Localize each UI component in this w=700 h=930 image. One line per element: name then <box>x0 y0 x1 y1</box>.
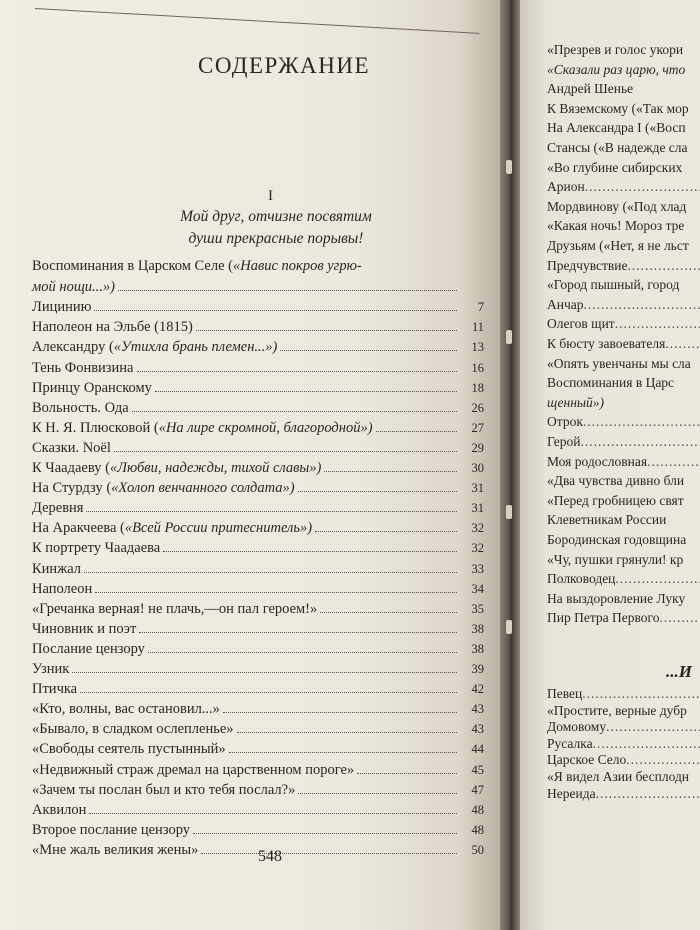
toc-entry-title: Вольность. Ода <box>32 399 129 416</box>
toc-entry: Полководец ..... <box>547 571 700 589</box>
toc-entry <box>32 620 484 640</box>
toc-entry <box>32 298 484 318</box>
toc-entry-title: Чиновник и поэт <box>32 620 137 637</box>
toc-entry-title: Птичка <box>32 681 78 698</box>
page-heading: СОДЕРЖАНИЕ <box>198 53 371 78</box>
toc-entry: «Опять увенчаны мы сла <box>547 355 691 371</box>
toc-entry: Клеветникам России <box>547 512 667 528</box>
toc-entry-page: 38 <box>471 621 484 636</box>
dot-leader <box>315 519 457 532</box>
dot-leader <box>229 740 457 753</box>
epigraph-line-1: Мой друг, отчизне посвятим <box>180 208 372 225</box>
toc-entry <box>32 680 484 700</box>
toc-entry <box>32 640 484 660</box>
toc-entry-page: 32 <box>471 521 484 536</box>
toc-entry <box>32 539 484 559</box>
toc-entry-page: 34 <box>471 581 484 596</box>
toc-entry: Пир Петра Первого ..... <box>547 610 700 628</box>
toc-entry-page: 44 <box>471 742 484 757</box>
toc-entry-title: К портрету Чаадаева <box>32 540 161 557</box>
toc-entry <box>32 439 484 459</box>
binding-stitch <box>506 620 512 634</box>
toc-entry-page: 26 <box>471 400 484 415</box>
toc-entry: На выздоровление Луку <box>547 590 686 606</box>
toc-entry-page: 43 <box>471 702 484 717</box>
dot-leader <box>95 580 457 593</box>
toc-entry-title: Второе послание цензору <box>32 821 191 838</box>
toc-entry-page: 7 <box>477 300 484 315</box>
dot-leader <box>118 278 457 291</box>
toc-entry: Нереида ..... <box>547 786 700 804</box>
toc-entry: щенный») <box>547 394 605 410</box>
dot-leader <box>193 821 457 834</box>
dot-leader <box>72 660 457 673</box>
dot-leader <box>223 700 457 713</box>
toc-entry <box>32 258 484 278</box>
toc-entry <box>32 359 484 379</box>
dot-leader <box>148 640 457 653</box>
toc-entry: Отрок ..... <box>547 414 700 432</box>
dot-leader <box>324 459 457 472</box>
toc-entry <box>32 278 484 298</box>
toc-entry-title: «Мне жаль великия жены» <box>32 841 199 858</box>
toc-entry-page: 30 <box>471 461 484 475</box>
toc-entry: Домовому ..... <box>547 719 700 737</box>
toc-entry: Анчар ..... <box>547 297 700 315</box>
toc-entry: Русалка ..... <box>547 736 700 754</box>
dot-leader <box>132 399 457 412</box>
dot-leader <box>137 359 458 372</box>
toc-entry-page: 39 <box>471 662 484 676</box>
toc-entry-page: 29 <box>471 440 484 455</box>
dot-leader <box>376 419 457 432</box>
toc-entry <box>32 479 484 499</box>
toc-entry-page: 48 <box>471 802 484 817</box>
toc-entry <box>32 318 484 338</box>
dot-leader <box>196 318 457 331</box>
toc-entry: Стансы («В надежде сла <box>547 140 688 155</box>
dot-leader <box>139 620 457 633</box>
toc-entry: К Вяземскому («Так мор <box>547 100 689 116</box>
right-page <box>520 0 700 930</box>
section-number: I <box>268 188 273 204</box>
toc-entry-page: 13 <box>471 340 484 355</box>
toc-entry: «Чу, пушки грянули! кр <box>547 551 684 567</box>
toc-entry-title: К Н. Я. Плюсковой («На лире скромной, благородной») <box>32 419 373 436</box>
toc-entry <box>32 821 484 841</box>
toc-entry-page: 35 <box>471 601 484 616</box>
toc-entry-title: К Чаадаеву («Любви, надежды, тихой славы») <box>32 460 322 476</box>
toc-entry <box>32 519 484 539</box>
toc-entry-title: Наполеон <box>32 580 93 597</box>
toc-entry: «Сказали раз царю, что <box>547 61 686 77</box>
toc-entry <box>32 459 484 479</box>
toc-entry: «Какая ночь! Мороз тре <box>547 218 685 234</box>
toc-entry <box>32 560 484 580</box>
toc-entry-title: Тень Фонвизина <box>32 359 134 376</box>
toc-entry <box>32 338 484 358</box>
dot-leader <box>86 499 457 512</box>
toc-entry-page: 33 <box>471 561 484 576</box>
toc-entry-page: 16 <box>471 360 484 375</box>
page-number: 548 <box>258 848 282 865</box>
book-gutter <box>500 0 520 930</box>
dot-leader <box>298 479 457 492</box>
epigraph-line-2: души прекрасные порывы! <box>188 230 364 247</box>
toc-entry: «Презрев и голос укори <box>547 42 684 57</box>
dot-leader <box>237 720 457 733</box>
toc-entry: К бюсту завоевателя ..... <box>547 336 700 354</box>
toc-entry-page: 38 <box>471 641 484 656</box>
toc-entry: Бородинская годовщина <box>547 532 687 547</box>
toc-entry: На Александра I («Восп <box>547 120 686 136</box>
toc-entry-title: Аквилон <box>32 801 87 818</box>
toc-entry-title: «Свободы сеятель пустынный» <box>32 741 226 758</box>
right-section-heading: ...И <box>666 662 692 681</box>
toc-entry-title: Александру («Утихла брань племен...») <box>32 339 278 356</box>
toc-entry <box>32 580 484 600</box>
dot-leader <box>298 781 457 794</box>
toc-entry <box>32 700 484 720</box>
toc-entry: Мордвинову («Под хлад <box>547 198 687 214</box>
toc-entry: «Во глубине сибирских <box>547 159 683 175</box>
toc-entry <box>32 720 484 740</box>
toc-entry-page: 27 <box>471 420 484 435</box>
dot-leader <box>84 560 457 573</box>
toc-entry: Герой ..... <box>547 434 700 452</box>
toc-entry-title: Воспоминания в Царском Селе («Навис покров угрю- <box>32 258 362 274</box>
toc-entry-page: 50 <box>471 842 484 857</box>
dot-leader <box>155 379 457 392</box>
binding-stitch <box>506 505 512 519</box>
dot-leader <box>94 298 457 311</box>
toc-entry-page: 31 <box>471 501 484 516</box>
toc-entry-title: На Аракчеева («Всей России притеснитель») <box>32 520 313 537</box>
toc-entry-title: Послание цензору <box>32 640 145 657</box>
toc-entry: «Простите, верные дубр <box>547 702 687 718</box>
toc-entry-title: Узник <box>32 661 70 677</box>
toc-entry-title: Принцу Оранскому <box>32 379 152 396</box>
toc-entry: «Город пышный, город <box>547 277 680 293</box>
toc-entry: Друзьям («Нет, я не льст <box>547 238 689 253</box>
dot-leader <box>114 439 457 452</box>
toc-entry-title: «Недвижный страж дремал на царственном пороге» <box>32 761 355 778</box>
dot-leader <box>163 539 457 552</box>
toc-entry <box>32 379 484 399</box>
toc-entry-page: 43 <box>471 722 484 737</box>
toc-entry <box>32 600 484 620</box>
toc-entry: Моя родословная ..... <box>547 454 700 472</box>
dot-leader <box>201 841 457 854</box>
toc-entry-page: 18 <box>471 380 484 395</box>
toc-entry-page: 42 <box>471 682 484 697</box>
toc-entry <box>32 419 484 439</box>
toc-entry-page: 47 <box>471 782 484 797</box>
toc-entry-title: мой нощи...») <box>32 279 115 296</box>
toc-entry <box>32 761 484 781</box>
toc-entry: «Перед гробницею свят <box>547 492 684 508</box>
toc-entry-page: 11 <box>471 320 484 335</box>
toc-entry-page: 45 <box>471 762 484 777</box>
toc-entry <box>32 781 484 801</box>
toc-entry-title: На Стурдзу («Холоп венчанного солдата») <box>32 480 295 497</box>
toc-entry: «Я видел Азии бесплодн <box>547 769 690 784</box>
toc-entry: Арион ..... <box>547 179 700 197</box>
toc-entry-page: 32 <box>471 541 484 556</box>
dot-leader <box>320 600 457 613</box>
toc-entry-page: 31 <box>471 481 484 496</box>
dot-leader <box>357 761 457 774</box>
toc-entry-title: «Зачем ты послан был и кто тебя послал?» <box>32 781 296 798</box>
toc-entry-title: Лицинию <box>32 299 92 316</box>
toc-entry-page: 48 <box>471 822 484 837</box>
binding-stitch <box>506 160 512 174</box>
toc-entry <box>32 660 484 680</box>
dot-leader <box>80 680 457 693</box>
toc-entry <box>32 399 484 419</box>
toc-entry: Царское Село ..... <box>547 752 700 770</box>
toc-entry: Предчувствие ..... <box>547 258 700 276</box>
toc-entry: Андрей Шенье <box>547 81 634 97</box>
toc-entry <box>32 499 484 519</box>
toc-entry <box>32 740 484 760</box>
binding-stitch <box>506 330 512 344</box>
toc-entry: «Два чувства дивно бли <box>547 473 685 489</box>
toc-entry <box>32 801 484 821</box>
toc-entry-title: Деревня <box>32 500 84 517</box>
dot-leader <box>365 258 457 270</box>
dot-leader <box>89 801 457 814</box>
toc-entry: Олегов щит ..... <box>547 316 700 334</box>
toc-entry-title: «Бывало, в сладком ослепленье» <box>32 721 234 738</box>
toc-entry-title: Кинжал <box>32 560 82 577</box>
toc-entry-title: «Гречанка верная! не плачь,—он пал героем!» <box>32 600 318 617</box>
toc-entry-title: Сказки. Noël <box>32 439 111 456</box>
toc-entry-title: «Кто, волны, вас остановил...» <box>32 701 220 718</box>
toc-entry: Воспоминания в Царс <box>547 375 675 391</box>
toc-entry-title: Наполеон на Эльбе (1815) <box>32 319 193 336</box>
dot-leader <box>280 338 457 351</box>
toc-entry: Певец ..... <box>547 686 700 704</box>
